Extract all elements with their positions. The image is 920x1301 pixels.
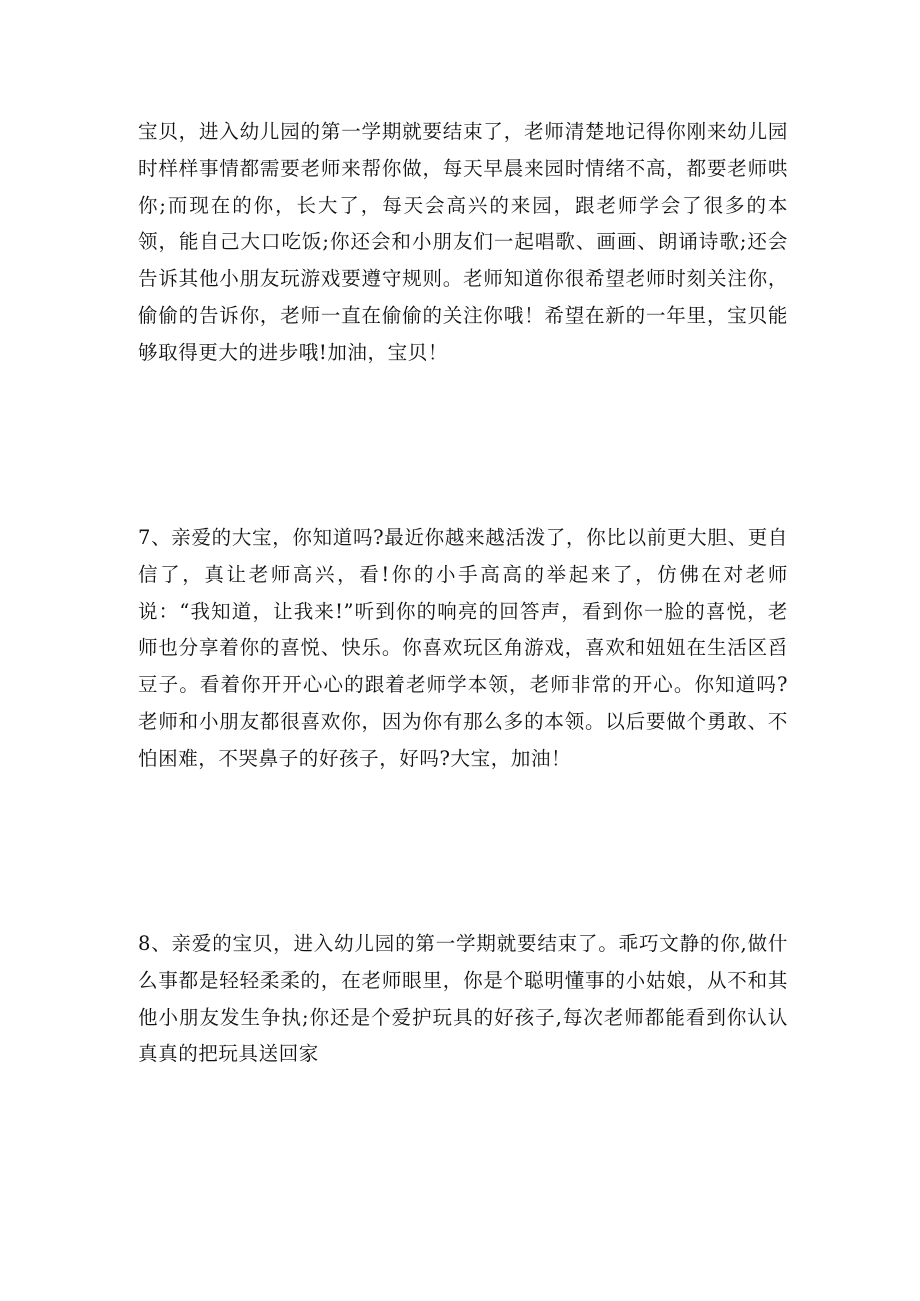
paragraph-7-dabao: 7、亲爱的大宝，你知道吗?最近你越来越活泼了，你比以前更大胆、更自信了，真让老师高兴，看!你的小手高高的举起来了，仿佛在对老师说：“我知道，让我来!”听到你的响亮的回答声，看到你一脸的喜悦，老师也分享着你的喜悦、快乐。你喜欢玩区角游戏，喜欢和妞妞在生活区舀豆子。看着你开开心心的跟着老师学本领，老师非常的开心。你知道吗?老师和小朋友都很喜欢你，因为你有那么多的本领。以后要做个勇敢、不怕困难，不哭鼻子的好孩子，好吗?大宝，加油！ <box>138 526 788 770</box>
paragraph-baby-first-term: 宝贝，进入幼儿园的第一学期就要结束了，老师清楚地记得你刚来幼儿园时样样事情都需要老师来帮你做，每天早晨来园时情绪不高，都要老师哄你;而现在的你，长大了，每天会高兴的来园，跟老师学会了很多的本领，能自己大口吃饭;你还会和小朋友们一起唱歌、画画、朗诵诗歌;还会告诉其他小朋友玩游戏要遵守规则。老师知道你很希望老师时刻关注你，偷偷的告诉你，老师一直在偷偷的关注你哦！希望在新的一年里，宝贝能够取得更大的进步哦!加油，宝贝！ <box>138 120 788 364</box>
paragraph-8-baby: 8、亲爱的宝贝，进入幼儿园的第一学期就要结束了。乖巧文静的你,做什么事都是轻轻柔柔的，在老师眼里，你是个聪明懂事的小姑娘，从不和其他小朋友发生争执;你还是个爱护玩具的好孩子,每次老师都能看到你认认真真的把玩具送回家 <box>138 932 788 1066</box>
